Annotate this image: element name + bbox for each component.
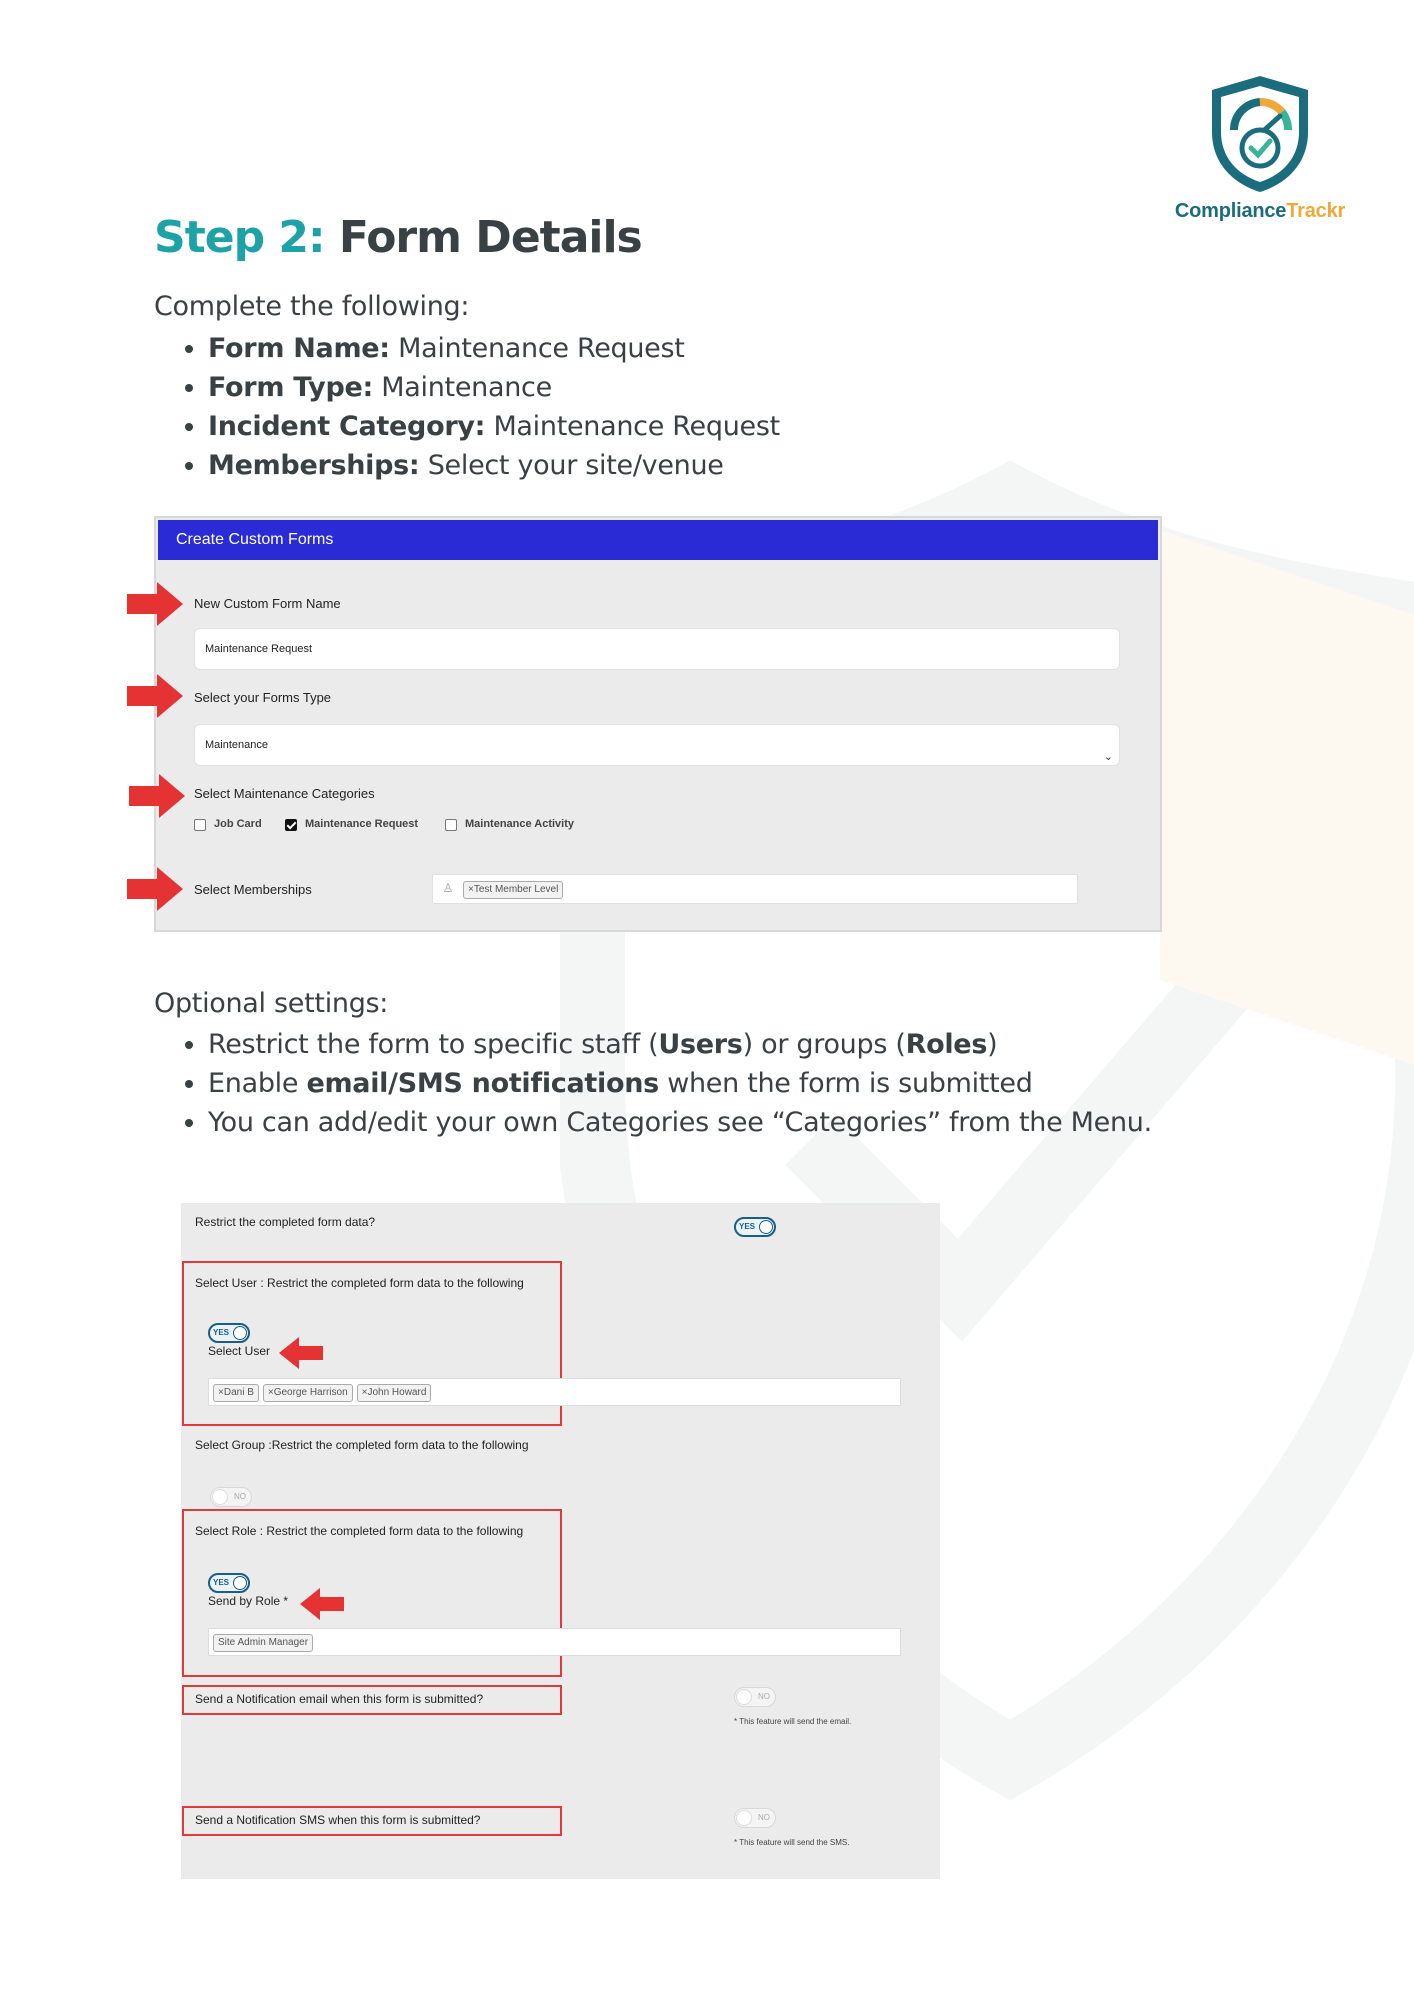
user-icon: ♙	[442, 881, 454, 895]
role-tag[interactable]	[213, 1634, 313, 1652]
notify-sms-toggle[interactable]	[734, 1808, 776, 1828]
toggle-text: NO	[758, 1692, 770, 1701]
toggle-knob	[736, 1689, 752, 1705]
optional-heading: Optional settings:	[154, 988, 389, 1019]
tag-remove-icon[interactable]: ×	[218, 1387, 224, 1398]
restrict-label: Restrict the completed form data?	[195, 1215, 376, 1229]
select-user-heading: Select User : Restrict the completed form data to the following	[195, 1276, 524, 1290]
list-item	[208, 1025, 1152, 1064]
field-value: Maintenance	[381, 372, 552, 403]
restrict-settings-screenshot	[181, 1203, 940, 1879]
list-item	[208, 407, 780, 446]
tag-remove-icon[interactable]: ×	[361, 1387, 368, 1398]
logo-wordmark	[1165, 200, 1355, 223]
title-main: Form Details	[338, 212, 642, 263]
text-part: when the form is submitted	[658, 1068, 1033, 1099]
field-list	[180, 329, 780, 485]
user-select[interactable]	[208, 1378, 901, 1406]
checkbox-label-job-card: Job Card	[214, 818, 262, 830]
red-arrow-right-icon	[127, 582, 183, 626]
form-header: Create Custom Forms	[158, 520, 1158, 560]
text-part: Enable	[208, 1068, 307, 1099]
memberships-select[interactable]	[432, 874, 1078, 904]
title-step: Step 2:	[154, 212, 325, 263]
bold-text: email/SMS notifications	[306, 1068, 659, 1099]
list-item	[208, 1103, 1152, 1142]
text-part: You can add/edit your own Categories see “Categories” from the Menu.	[208, 1107, 1152, 1138]
list-item	[208, 329, 780, 368]
restrict-toggle[interactable]	[734, 1217, 776, 1237]
checkbox-job-card[interactable]	[194, 819, 206, 831]
select-user-toggle[interactable]	[208, 1323, 250, 1343]
logo-text-part2: Trackr	[1286, 200, 1346, 222]
toggle-knob	[233, 1326, 247, 1340]
form-type-select[interactable]	[194, 724, 1120, 766]
categories-label: Select Maintenance Categories	[194, 786, 375, 801]
text-part: Restrict the form to specific staff (	[208, 1029, 659, 1060]
role-select[interactable]	[208, 1628, 901, 1656]
page-title	[154, 212, 642, 263]
tag-label: Site Admin Manager	[218, 1637, 309, 1648]
form-name-input[interactable]: Maintenance Request	[194, 628, 1120, 670]
form-name-label: New Custom Form Name	[194, 596, 341, 611]
send-by-role-toggle[interactable]	[208, 1573, 250, 1593]
tag-label: John Howard	[367, 1387, 427, 1398]
toggle-text: YES	[213, 1578, 230, 1587]
user-tag[interactable]	[213, 1384, 259, 1402]
toggle-knob	[736, 1810, 752, 1826]
send-by-role-label: Send by Role *	[208, 1594, 289, 1608]
checkbox-maintenance-request[interactable]	[285, 819, 297, 831]
toggle-knob	[233, 1576, 247, 1590]
user-tag[interactable]	[357, 1384, 432, 1402]
select-user-label: Select User	[208, 1344, 271, 1358]
company-logo	[1165, 72, 1355, 232]
red-arrow-right-icon	[129, 774, 185, 818]
tag-label: George Harrison	[273, 1387, 348, 1398]
notify-email-label: Send a Notification email when this form is submitted?	[195, 1692, 484, 1706]
logo-text-part1: Compliance	[1174, 200, 1287, 222]
field-value: Maintenance Request	[398, 333, 685, 364]
red-arrow-left-icon	[300, 1588, 344, 1620]
select-group-toggle[interactable]	[210, 1487, 252, 1507]
text-part: ) or groups (	[742, 1029, 906, 1060]
toggle-knob	[759, 1220, 773, 1234]
field-label: Memberships:	[208, 450, 420, 481]
text-part: )	[987, 1029, 998, 1060]
field-label: Incident Category:	[208, 411, 486, 442]
membership-tag[interactable]	[463, 881, 563, 899]
list-item	[208, 368, 780, 407]
select-group-heading: Select Group :Restrict the completed form data to the following	[195, 1438, 529, 1452]
intro-text: Complete the following:	[154, 291, 470, 322]
notify-sms-note: * This feature will send the SMS.	[734, 1838, 850, 1847]
bold-text: Users	[658, 1029, 743, 1060]
tag-label: Dani B	[223, 1387, 254, 1398]
checkbox-maintenance-activity[interactable]	[445, 819, 457, 831]
notify-email-note: * This feature will send the email.	[734, 1717, 852, 1726]
field-label: Form Name:	[208, 333, 390, 364]
toggle-text: YES	[213, 1328, 230, 1337]
bold-text: Roles	[905, 1029, 988, 1060]
toggle-text: NO	[234, 1492, 246, 1501]
list-item	[208, 446, 780, 485]
user-tag[interactable]	[263, 1384, 353, 1402]
field-value: Select your site/venue	[427, 450, 724, 481]
shield-check-icon	[1204, 72, 1316, 196]
toggle-text: YES	[739, 1222, 756, 1231]
form-type-label: Select your Forms Type	[194, 690, 332, 705]
checkbox-label-maintenance-request: Maintenance Request	[305, 818, 419, 830]
list-item	[208, 1064, 1152, 1103]
red-arrow-right-icon	[127, 674, 183, 718]
tag-remove-icon[interactable]: ×	[468, 884, 474, 895]
form-type-value: Maintenance	[205, 739, 268, 751]
checkbox-label-maintenance-activity: Maintenance Activity	[465, 818, 575, 830]
notify-sms-label: Send a Notification SMS when this form is submitted?	[195, 1813, 481, 1827]
notify-email-toggle[interactable]	[734, 1687, 776, 1707]
field-label: Form Type:	[208, 372, 373, 403]
memberships-label: Select Memberships	[194, 882, 312, 897]
chevron-down-icon: ⌄	[1103, 751, 1113, 763]
toggle-text: NO	[758, 1813, 770, 1822]
tag-label: Test Member Level	[473, 884, 559, 895]
red-arrow-left-icon	[279, 1337, 323, 1369]
select-role-heading: Select Role : Restrict the completed form data to the following	[195, 1524, 524, 1538]
red-arrow-right-icon	[127, 867, 183, 911]
create-form-screenshot	[154, 516, 1162, 932]
tag-remove-icon[interactable]: ×	[267, 1387, 274, 1398]
toggle-knob	[212, 1489, 228, 1505]
field-value: Maintenance Request	[493, 411, 780, 442]
optional-list	[180, 1025, 1152, 1142]
